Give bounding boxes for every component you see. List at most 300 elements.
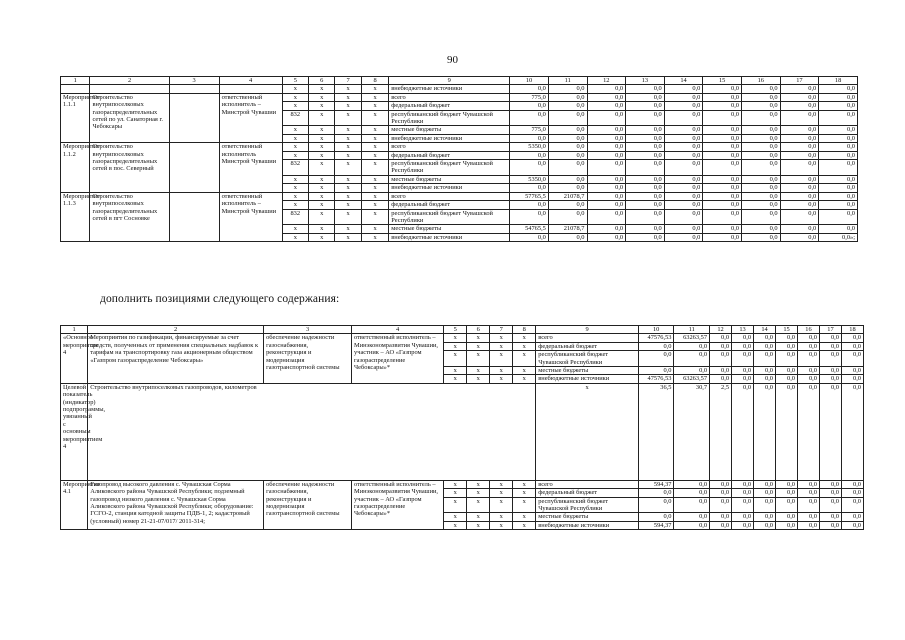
code-cell: х xyxy=(309,175,335,183)
value-cell: 0,0 xyxy=(780,225,819,233)
value-cell: 0,0 xyxy=(841,351,863,367)
code-cell: х xyxy=(444,342,467,350)
code-cell: х xyxy=(467,334,490,342)
value-cell: 0,0 xyxy=(703,233,742,241)
value-cell: 0,0 xyxy=(638,367,674,375)
code-cell: х xyxy=(309,192,335,200)
value-cell: 0,0 xyxy=(664,184,703,192)
source-cell: внебюджетные источники xyxy=(389,85,510,93)
table-1 xyxy=(60,76,858,242)
code-cell: х xyxy=(361,93,388,101)
value-cell: 0,0 xyxy=(548,209,587,225)
table-2 xyxy=(60,325,864,530)
value-cell: 0,0 xyxy=(626,192,665,200)
source-cell: федеральный бюджет xyxy=(389,102,510,110)
code-cell: х xyxy=(444,375,467,383)
indicator-description: Строительство внутрипоселковых газопроводов, километров xyxy=(88,383,536,480)
code-cell: х xyxy=(444,489,467,497)
source-cell: всего xyxy=(389,143,510,151)
value-cell: 0,0 xyxy=(674,521,710,529)
value-cell: 0,0 xyxy=(703,192,742,200)
value-cell: 0,0 xyxy=(664,93,703,101)
column-number: 6 xyxy=(309,77,335,85)
value-cell: 0,0 xyxy=(664,143,703,151)
value-cell: 0,0 xyxy=(780,85,819,93)
value-cell: 0,0 xyxy=(587,225,626,233)
code-cell: х xyxy=(282,184,308,192)
value-cell: 0,0 xyxy=(674,342,710,350)
value-cell: 0,0 xyxy=(819,351,841,367)
value-cell: 0,0 xyxy=(510,184,549,192)
value-cell: 0,0 xyxy=(703,201,742,209)
value-cell: 0,0 xyxy=(638,497,674,513)
value-cell: 0,0 xyxy=(754,489,776,497)
code-cell: х xyxy=(513,334,536,342)
code-cell: х xyxy=(361,102,388,110)
executor-cell: ответственный исполнитель – Минэкономразвития Чувашии, участник – АО «Газпром газораспределение Чебоксары»* xyxy=(352,480,444,529)
code-cell: х xyxy=(361,175,388,183)
column-number: 11 xyxy=(674,326,710,334)
table-row xyxy=(61,334,864,342)
value-cell: 2,5 xyxy=(710,383,732,480)
value-cell: 0,0 xyxy=(587,160,626,176)
value-cell: 0,0 xyxy=(798,342,820,350)
value-cell: 0,0 xyxy=(798,489,820,497)
value-cell: 0,0 xyxy=(798,334,820,342)
code-cell: х xyxy=(467,480,490,488)
value-cell: 0,0 xyxy=(841,497,863,513)
executor-cell: ответственный исполнитель – Минэкономразвития Чувашии, участник – АО «Газпром газораспределение Чебоксары»* xyxy=(352,334,444,383)
page-number: 90 xyxy=(447,54,458,66)
value-cell: 0,0 xyxy=(798,367,820,375)
source-cell: местные бюджеты xyxy=(389,175,510,183)
value-cell: 0,0 xyxy=(742,102,781,110)
column-number: 1 xyxy=(61,326,88,334)
value-cell: 0,0 xyxy=(664,160,703,176)
value-cell: 0,0 xyxy=(732,351,754,367)
value-cell: 0,0 xyxy=(548,110,587,126)
source-cell: местные бюджеты xyxy=(389,126,510,134)
source-cell: федеральный бюджет xyxy=(389,201,510,209)
value-cell: 0,0 xyxy=(742,225,781,233)
code-cell: х xyxy=(490,480,513,488)
value-cell: 594,37 xyxy=(638,521,674,529)
value-cell: 0,0 xyxy=(703,175,742,183)
code-cell: х xyxy=(513,480,536,488)
value-cell: 0,0 xyxy=(548,233,587,241)
value-cell: 0,0 xyxy=(626,85,665,93)
value-cell: 5350,0 xyxy=(510,143,549,151)
value-cell: 0,0 xyxy=(819,134,858,142)
value-cell: 0,0 xyxy=(754,334,776,342)
value-cell: 0,0 xyxy=(587,93,626,101)
code-cell: х xyxy=(490,521,513,529)
value-cell: 0,0 xyxy=(548,126,587,134)
value-cell: 0,0 xyxy=(674,489,710,497)
code-cell: х xyxy=(490,367,513,375)
code-cell: х xyxy=(490,342,513,350)
value-cell: 0,0 xyxy=(548,175,587,183)
value-cell: 0,0 xyxy=(587,102,626,110)
value-cell: 0,0 xyxy=(548,134,587,142)
code-cell: х xyxy=(467,342,490,350)
code-cell: х xyxy=(490,351,513,367)
value-cell: 0,0 xyxy=(776,513,798,521)
column-number: 14 xyxy=(664,77,703,85)
code-cell: х xyxy=(444,334,467,342)
code-cell: х xyxy=(444,513,467,521)
indicator-row xyxy=(61,383,864,480)
column-number: 13 xyxy=(732,326,754,334)
value-cell: 0,0 xyxy=(638,489,674,497)
value-cell: 0,0 xyxy=(776,480,798,488)
value-cell: 0,0 xyxy=(742,209,781,225)
value-cell: 0,0 xyxy=(776,375,798,383)
source-cell: всего xyxy=(536,334,639,342)
column-number: 18 xyxy=(819,77,858,85)
value-cell: 0,0 xyxy=(819,521,841,529)
value-cell: 0,0 xyxy=(819,151,858,159)
value-cell: 0,0 xyxy=(732,497,754,513)
code-cell: х xyxy=(282,143,308,151)
value-cell: 0,0 xyxy=(819,175,858,183)
value-cell: 0,0 xyxy=(841,480,863,488)
value-cell: 0,0 xyxy=(664,110,703,126)
value-cell: 0,0 xyxy=(732,383,754,480)
value-cell: 0,0 xyxy=(754,513,776,521)
value-cell: 0,0 xyxy=(703,85,742,93)
value-cell: 0,0 xyxy=(754,480,776,488)
value-cell: 0,0 xyxy=(587,151,626,159)
value-cell: 0,0 xyxy=(819,497,841,513)
value-cell: 0,0 xyxy=(742,85,781,93)
value-cell: 0,0 xyxy=(819,110,858,126)
value-cell: 0,0 xyxy=(841,513,863,521)
value-cell: 0,0 xyxy=(587,110,626,126)
column-number: 7 xyxy=(490,326,513,334)
code-cell: х xyxy=(335,93,361,101)
measure-description: Строительство внутрипоселковых газораспределительных сетей в пгт Сосновке xyxy=(90,192,169,241)
value-cell: 54765,5 xyxy=(510,225,549,233)
code-cell: х xyxy=(361,184,388,192)
value-cell: 0,0 xyxy=(742,93,781,101)
code-cell: х xyxy=(309,110,335,126)
value-cell: 0,0 xyxy=(732,521,754,529)
value-cell: 0,0 xyxy=(819,334,841,342)
code-cell: х xyxy=(490,489,513,497)
column-number: 14 xyxy=(754,326,776,334)
value-cell: 0,0 xyxy=(703,225,742,233)
measure-description: Мероприятия по газификации, финансируемые за счет средств, полученных от применения специальных надбавок к тарифам на транспортировку газа акционерным обществом «Газпром газораспределение Чебоксары» xyxy=(88,334,264,383)
blank-cell xyxy=(169,192,219,241)
code-cell: х xyxy=(309,93,335,101)
column-number: 3 xyxy=(169,77,219,85)
value-cell: 0,0 xyxy=(742,134,781,142)
code-cell: х xyxy=(282,93,308,101)
code-cell: х xyxy=(513,497,536,513)
value-cell: 0,0 xyxy=(742,160,781,176)
blank-cell xyxy=(219,85,282,93)
value-cell: 0,0 xyxy=(819,209,858,225)
value-cell: 0,0 xyxy=(776,521,798,529)
value-cell: 0,0 xyxy=(638,342,674,350)
value-cell: 0,0 xyxy=(780,209,819,225)
code-cell: х xyxy=(467,375,490,383)
column-number: 4 xyxy=(352,326,444,334)
code-cell: х xyxy=(467,489,490,497)
value-cell: 0,0 xyxy=(587,233,626,241)
column-number: 15 xyxy=(776,326,798,334)
value-cell: 0,0 xyxy=(776,334,798,342)
column-number: 6 xyxy=(467,326,490,334)
value-cell: 0,0 xyxy=(732,480,754,488)
value-cell: 775,0 xyxy=(510,93,549,101)
value-cell: 0,0 xyxy=(754,521,776,529)
measure-name: Мероприятие 4.1 xyxy=(61,480,88,529)
value-cell: 0,0 xyxy=(626,134,665,142)
code-cell: х xyxy=(361,160,388,176)
measure-name: Мероприятие 1.1.2 xyxy=(61,143,90,192)
measure-name: «Основное мероприятие 4 xyxy=(61,334,88,383)
source-cell: всего xyxy=(389,93,510,101)
code-cell: х xyxy=(282,201,308,209)
column-number: 11 xyxy=(548,77,587,85)
value-cell: 0,0 xyxy=(626,110,665,126)
amendment-phrase: дополнить позициями следующего содержания: xyxy=(100,293,340,305)
code-cell: х xyxy=(282,151,308,159)
value-cell: 0,0 xyxy=(587,192,626,200)
indicator-name: Целевой показатель (индикатор) подпрограммы, увязанный с основным мероприятием 4 xyxy=(61,383,88,480)
value-cell: 0,0 xyxy=(742,233,781,241)
code-cell: х xyxy=(513,375,536,383)
value-cell: 0,0 xyxy=(710,480,732,488)
code-cell: х xyxy=(335,225,361,233)
code-cell: х xyxy=(282,192,308,200)
value-cell: 0,0 xyxy=(780,126,819,134)
code-cell: х xyxy=(361,233,388,241)
value-cell: 0,0 xyxy=(819,126,858,134)
value-cell: 0,0 xyxy=(703,126,742,134)
code-cell: х xyxy=(335,102,361,110)
value-cell: 0,0 xyxy=(819,225,858,233)
code-cell: х xyxy=(282,225,308,233)
code-cell: х xyxy=(309,134,335,142)
value-cell: 0,0 xyxy=(710,497,732,513)
source-cell: республиканский бюджет Чувашской Республики xyxy=(389,209,510,225)
value-cell: 0,0 xyxy=(587,143,626,151)
measure-name: Мероприятие 1.1.1 xyxy=(61,93,90,142)
code-cell: х xyxy=(361,126,388,134)
value-cell: 0,0 xyxy=(798,383,820,480)
code-cell: х xyxy=(444,367,467,375)
value-cell: 0,0 xyxy=(819,367,841,375)
column-number: 9 xyxy=(536,326,639,334)
value-cell: 0,0 xyxy=(587,175,626,183)
value-cell: 0,0 xyxy=(626,143,665,151)
code-cell: х xyxy=(513,489,536,497)
source-cell: местные бюджеты xyxy=(536,367,639,375)
table-row xyxy=(61,143,858,151)
measure-description: Строительство внутрипоселковых газораспределительных сетей в пос. Северный xyxy=(90,143,169,192)
value-cell: 0,0 xyxy=(587,209,626,225)
value-cell: 0,0 xyxy=(664,209,703,225)
column-number: 17 xyxy=(819,326,841,334)
code-cell: х xyxy=(361,225,388,233)
value-cell: 0,0»; xyxy=(819,233,858,241)
value-cell: 63263,57 xyxy=(674,375,710,383)
value-cell: 0,0 xyxy=(819,480,841,488)
code-cell: х xyxy=(361,110,388,126)
code-cell: х xyxy=(361,201,388,209)
value-cell: 30,7 xyxy=(674,383,710,480)
column-number: 10 xyxy=(638,326,674,334)
value-cell: 0,0 xyxy=(664,85,703,93)
table-row xyxy=(61,85,858,93)
column-number: 16 xyxy=(798,326,820,334)
value-cell: 0,0 xyxy=(703,209,742,225)
value-cell: 0,0 xyxy=(587,184,626,192)
table-row xyxy=(61,480,864,488)
value-cell: 0,0 xyxy=(510,85,549,93)
value-cell: 0,0 xyxy=(776,351,798,367)
value-cell: 0,0 xyxy=(776,489,798,497)
value-cell: 0,0 xyxy=(587,85,626,93)
value-cell: 0,0 xyxy=(754,375,776,383)
source-cell: всего xyxy=(536,480,639,488)
value-cell: 0,0 xyxy=(754,351,776,367)
executor-cell: ответственный исполнитель – Минстрой Чувашии xyxy=(219,192,282,241)
column-number: 5 xyxy=(444,326,467,334)
value-cell: 0,0 xyxy=(780,102,819,110)
value-cell: 0,0 xyxy=(732,367,754,375)
value-cell: 0,0 xyxy=(732,375,754,383)
source-cell: республиканский бюджет Чувашской Республики xyxy=(536,497,639,513)
measure-description: Газопровод высокого давления с. Чувашская Сорма Аликовского района Чувашской Республики; подземный газопровод низкого давления с. Чувашская Сорма Аликовского района Чувашской Республики; оборудование: ГСГО-2, станция катодной защиты ПДВ-1, 2; кадастровый (условный) номер 21-21-07/017/ 2011-314; xyxy=(88,480,264,529)
value-cell: 0,0 xyxy=(780,110,819,126)
value-cell: 0,0 xyxy=(674,367,710,375)
value-cell: 0,0 xyxy=(664,126,703,134)
value-cell: 0,0 xyxy=(548,102,587,110)
source-cell: внебюджетные источники xyxy=(536,521,639,529)
value-cell: 0,0 xyxy=(819,489,841,497)
value-cell: 0,0 xyxy=(710,375,732,383)
code-cell: х xyxy=(282,102,308,110)
code-cell: х xyxy=(467,351,490,367)
value-cell: 0,0 xyxy=(710,367,732,375)
value-cell: 0,0 xyxy=(703,110,742,126)
source-cell: внебюджетные источники xyxy=(389,134,510,142)
code-cell: х xyxy=(444,351,467,367)
value-cell: 0,0 xyxy=(798,513,820,521)
value-cell: 0,0 xyxy=(548,85,587,93)
column-number: 3 xyxy=(264,326,352,334)
value-cell: 0,0 xyxy=(742,184,781,192)
value-cell: 0,0 xyxy=(780,184,819,192)
column-number: 2 xyxy=(90,77,169,85)
code-cell: х xyxy=(309,143,335,151)
value-cell: 0,0 xyxy=(819,184,858,192)
value-cell: 0,0 xyxy=(510,151,549,159)
code-cell: х xyxy=(467,521,490,529)
value-cell: 0,0 xyxy=(626,151,665,159)
code-cell: х xyxy=(490,497,513,513)
value-cell: 0,0 xyxy=(754,383,776,480)
value-cell: 0,0 xyxy=(819,85,858,93)
value-cell: 0,0 xyxy=(841,521,863,529)
blank-cell xyxy=(169,143,219,192)
value-cell: 0,0 xyxy=(819,93,858,101)
value-cell: 0,0 xyxy=(626,225,665,233)
value-cell: 0,0 xyxy=(776,367,798,375)
source-cell: внебюджетные источники xyxy=(389,233,510,241)
column-number: 16 xyxy=(742,77,781,85)
measure-name: Мероприятие 1.1.3 xyxy=(61,192,90,241)
code-cell: х xyxy=(335,151,361,159)
code-cell: х xyxy=(335,175,361,183)
measure-description: Строительство внутрипоселковых газораспределительных сетей по ул. Санаторная г. Чебоксары xyxy=(90,93,169,142)
column-number: 9 xyxy=(389,77,510,85)
code-cell: х xyxy=(513,351,536,367)
column-number: 12 xyxy=(710,326,732,334)
value-cell: 0,0 xyxy=(742,175,781,183)
code-cell: 832 xyxy=(282,110,308,126)
value-cell: 0,0 xyxy=(510,160,549,176)
code-cell: х xyxy=(282,126,308,134)
code-cell: х xyxy=(282,233,308,241)
value-cell: 0,0 xyxy=(510,110,549,126)
value-cell: 0,0 xyxy=(780,160,819,176)
value-cell: 0,0 xyxy=(754,367,776,375)
column-number: 12 xyxy=(587,77,626,85)
column-number: 8 xyxy=(513,326,536,334)
code-cell: 832 xyxy=(282,160,308,176)
value-cell: 0,0 xyxy=(664,233,703,241)
value-cell: 0,0 xyxy=(664,175,703,183)
column-number: 15 xyxy=(703,77,742,85)
value-cell: 0,0 xyxy=(548,201,587,209)
value-cell: 36,5 xyxy=(638,383,674,480)
column-number: 13 xyxy=(626,77,665,85)
header-row xyxy=(61,326,864,334)
value-cell: 0,0 xyxy=(754,342,776,350)
value-cell: 0,0 xyxy=(780,201,819,209)
source-cell: республиканский бюджет Чувашской Республики xyxy=(389,110,510,126)
value-cell: 0,0 xyxy=(780,93,819,101)
code-cell: х xyxy=(335,126,361,134)
value-cell: 0,0 xyxy=(732,489,754,497)
code-cell: х xyxy=(309,126,335,134)
value-cell: 0,0 xyxy=(548,160,587,176)
source-cell: республиканский бюджет Чувашской Республики xyxy=(389,160,510,176)
value-cell: 0,0 xyxy=(626,209,665,225)
value-cell: 0,0 xyxy=(819,201,858,209)
column-number: 7 xyxy=(335,77,361,85)
value-cell: 0,0 xyxy=(742,143,781,151)
goal-cell: обеспечение надежности газоснабжения, реконструкция и модернизация газотранспортной системы xyxy=(264,480,352,529)
source-cell: внебюджетные источники xyxy=(536,375,639,383)
value-cell: 0,0 xyxy=(674,513,710,521)
value-cell: 0,0 xyxy=(841,342,863,350)
value-cell: 0,0 xyxy=(742,110,781,126)
code-cell: х xyxy=(361,134,388,142)
blank-cell xyxy=(169,85,219,93)
value-cell: 0,0 xyxy=(703,102,742,110)
value-cell: 0,0 xyxy=(732,334,754,342)
indicator-mark: х xyxy=(536,383,639,480)
code-cell: х xyxy=(361,143,388,151)
blank-cell xyxy=(61,85,90,93)
code-cell: х xyxy=(335,201,361,209)
